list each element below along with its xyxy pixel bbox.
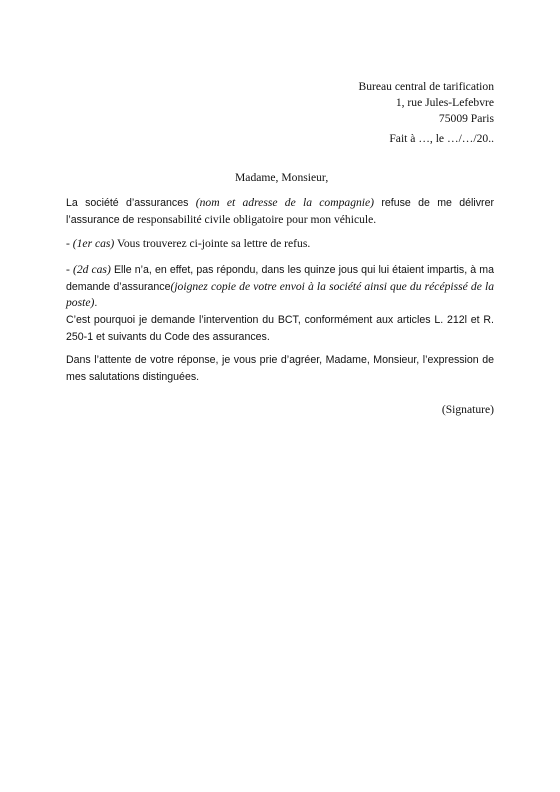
- case-2-end: .: [94, 297, 98, 309]
- company-placeholder: (nom et adresse de la compagnie): [195, 196, 375, 209]
- case-1-dash: -: [66, 237, 73, 250]
- case-1-text: Vous trouverez ci-jointe sa lettre de refus.: [114, 237, 311, 250]
- paragraph-refusal-text-b: refuse de me délivrer l’assurance de: [66, 197, 495, 226]
- case-2-dash: -: [66, 263, 73, 276]
- salutation: Madame, Monsieur,: [235, 171, 329, 184]
- case-2-label: (2d cas): [72, 263, 111, 276]
- paragraph-case-1: [66, 236, 494, 252]
- date-line: Fait à …, le …/…/20..: [389, 132, 494, 145]
- paragraph-closing: Dans l’attente de votre réponse, je vous prie d’agréer, Madame, Monsieur, l’expression de mes salutations distinguées.: [66, 354, 494, 383]
- paragraph-intervention: C’est pourquoi je demande l’intervention du BCT, conformément aux articles L. 212l et R. 250-1 et suivants du Code des assurances.: [66, 314, 494, 343]
- case-2-note: (joignez copie de votre envoi à la société ainsi que du récépissé de la poste): [66, 279, 494, 309]
- paragraph-refusal-text-a: La société d’assurances: [66, 197, 196, 209]
- signature: (Signature): [441, 403, 494, 416]
- recipient-line-1: Bureau central de tarification: [358, 80, 494, 93]
- recipient-address: [358, 79, 494, 127]
- paragraph-case-2: [66, 262, 494, 312]
- recipient-line-3: 75009 Paris: [438, 112, 494, 125]
- paragraph-refusal-tail: responsabilité civile obligatoire pour mon véhicule.: [137, 212, 377, 226]
- case-2-text: Elle n’a, en effet, pas répondu, dans les quinze jous qui lui étaient impartis, à ma demande d’assurance: [66, 264, 495, 293]
- recipient-line-2: 1, rue Jules-Lefebvre: [395, 96, 494, 109]
- paragraph-refusal: [66, 195, 494, 228]
- case-1-label: (1er cas): [72, 237, 115, 250]
